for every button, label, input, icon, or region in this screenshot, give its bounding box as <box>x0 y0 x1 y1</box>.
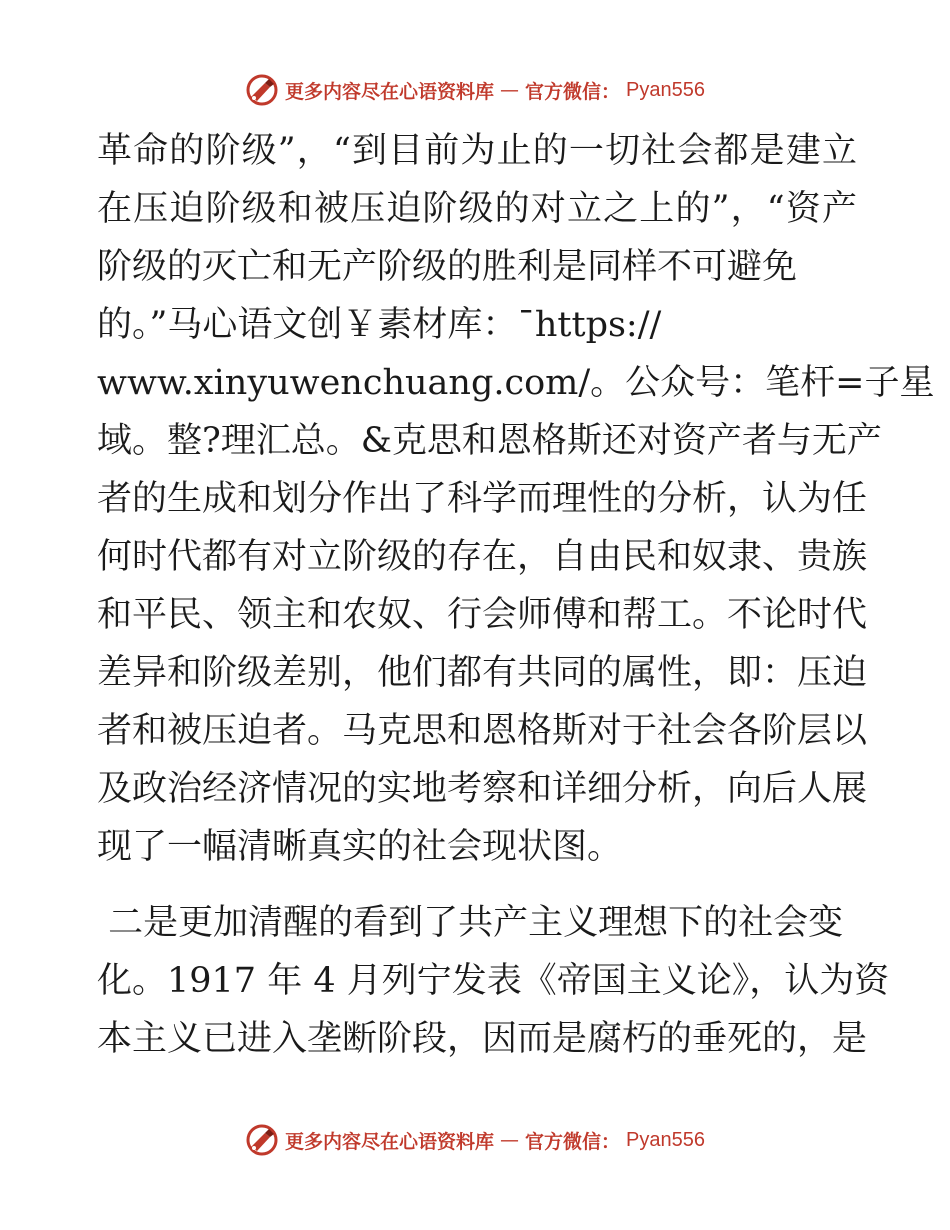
text-line: 二是更加清醒的看到了共产主义理想下的社会变 <box>97 903 844 943</box>
text-line: 者和被压迫者。马克思和恩格斯对于社会各阶层以 <box>97 711 868 751</box>
header-wechat-label: 官方微信： <box>525 80 621 103</box>
footer-banner <box>0 1120 950 1160</box>
pen-logo-icon <box>245 1123 279 1157</box>
text-line: www.xinyuwenchuang.com/。公众号：笔杆=子星 <box>97 363 935 403</box>
header-wechat-id: Pyan556 <box>626 78 705 101</box>
footer-wechat-label: 官方微信： <box>525 1130 621 1153</box>
footer-banner-text: 更多内容尽在心语资料库 <box>285 1130 495 1153</box>
document-body <box>97 122 935 1068</box>
text-line: 及政治经济情况的实地考察和详细分析，向后人展 <box>97 769 868 809</box>
text-line: 差异和阶级差别，他们都有共同的属性，即：压迫 <box>97 653 868 693</box>
footer-banner-dash: — <box>500 1129 520 1151</box>
text-line: 阶级的灭亡和无产阶级的胜利是同样不可避免 <box>97 247 798 287</box>
text-line: 何时代都有对立阶级的存在，自由民和奴隶、贵族 <box>97 537 868 577</box>
footer-wechat-id: Pyan556 <box>626 1128 705 1151</box>
text-line: 的。”马心语文创￥素材库：¯https:// <box>97 305 662 345</box>
paragraph-1 <box>97 122 935 876</box>
header-banner-text: 更多内容尽在心语资料库 <box>285 80 495 103</box>
text-line: 域。整?理汇总。&克思和恩格斯还对资产者与无产 <box>97 421 882 461</box>
pen-logo-icon <box>245 73 279 107</box>
text-line: 革命的阶级”，“到目前为止的一切社会都是建立 <box>97 131 857 171</box>
paragraph-gap <box>97 876 857 894</box>
header-banner-dash: — <box>500 79 520 101</box>
text-line: 在压迫阶级和被压迫阶级的对立之上的”，“资产 <box>97 189 857 229</box>
text-line: 化。1917 年 4 月列宁发表《帝国主义论》，认为资 <box>97 961 890 1001</box>
text-line: 本主义已进入垄断阶段，因而是腐朽的垂死的，是 <box>97 1019 868 1059</box>
paragraph-2 <box>97 894 890 1068</box>
text-line: 现了一幅清晰真实的社会现状图。 <box>97 827 623 867</box>
header-banner <box>0 70 950 110</box>
text-line: 和平民、领主和农奴、行会师傅和帮工。不论时代 <box>97 595 868 635</box>
text-line: 者的生成和划分作出了科学而理性的分析，认为任 <box>97 479 868 519</box>
